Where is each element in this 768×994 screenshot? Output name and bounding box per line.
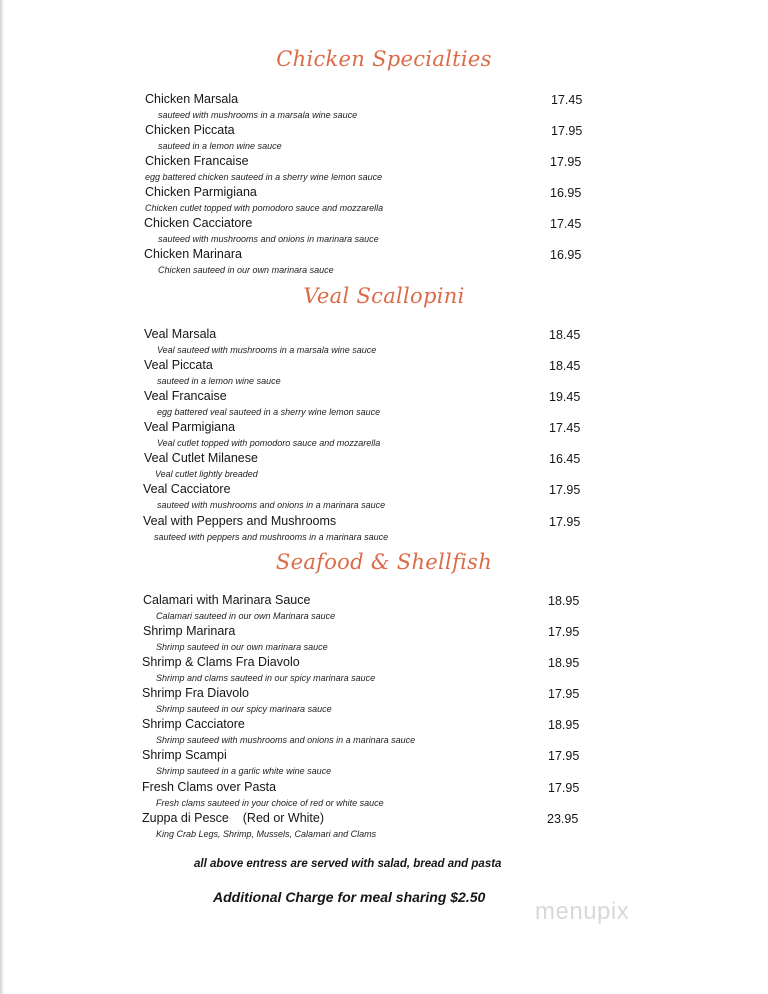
item-price: 16.45 <box>549 452 581 466</box>
item-price: 23.95 <box>547 812 579 826</box>
item-price: 17.95 <box>548 781 580 795</box>
item-price: 17.45 <box>551 93 583 107</box>
item-name: Chicken Cacciatore <box>144 216 253 230</box>
item-description: King Crab Legs, Shrimp, Mussels, Calamari and Clams <box>156 829 377 839</box>
item-name: Calamari with Marinara Sauce <box>143 593 311 607</box>
item-name: Shrimp Fra Diavolo <box>142 686 249 700</box>
item-name: Veal Parmigiana <box>144 420 236 434</box>
item-price: 17.45 <box>549 421 581 435</box>
item-price: 19.45 <box>549 390 581 404</box>
menu-item <box>0 655 768 687</box>
item-name: Veal Cacciatore <box>143 482 231 496</box>
meal-sharing-charge: Additional Charge for meal sharing $2.50 <box>213 889 486 905</box>
section-title-seafood: Seafood & Shellfish <box>275 550 493 574</box>
item-name: Shrimp Marinara <box>143 624 236 638</box>
item-name: Shrimp Scampi <box>142 748 227 762</box>
item-price: 16.95 <box>550 186 582 200</box>
item-description: sauteed with mushrooms in a marsala wine sauce <box>158 110 358 120</box>
menu-item <box>0 154 768 186</box>
menu-item <box>0 185 768 217</box>
item-description: sauteed in a lemon wine sauce <box>158 141 282 151</box>
item-price: 18.45 <box>549 359 581 373</box>
item-name: Shrimp & Clams Fra Diavolo <box>142 655 300 669</box>
item-price: 17.95 <box>548 625 580 639</box>
menu-item <box>0 92 768 124</box>
item-description: Chicken sauteed in our own marinara sauce <box>158 265 334 275</box>
menu-item <box>0 717 768 749</box>
item-description: Veal cutlet lightly breaded <box>155 469 258 479</box>
item-price: 17.95 <box>548 687 580 701</box>
item-name: Fresh Clams over Pasta <box>142 780 277 794</box>
item-description: Fresh clams sauteed in your choice of red or white sauce <box>156 798 384 808</box>
item-price: 16.95 <box>550 248 582 262</box>
item-description: egg battered chicken sauteed in a sherry wine lemon sauce <box>145 172 383 182</box>
item-description: Chicken cutlet topped with pomodoro sauce and mozzarella <box>145 203 384 213</box>
section-title-chicken: Chicken Specialties <box>276 47 492 71</box>
watermark-logo: menupix <box>535 898 630 925</box>
item-description: Veal sauteed with mushrooms in a marsala wine sauce <box>157 345 377 355</box>
item-price: 18.95 <box>548 594 580 608</box>
menu-item <box>0 216 768 248</box>
menu-item <box>0 358 768 390</box>
item-price: 17.95 <box>548 749 580 763</box>
item-description: Calamari sauteed in our own Marinara sauce <box>156 611 336 621</box>
menu-item <box>0 123 768 155</box>
menu-item <box>0 514 768 546</box>
menu-item <box>0 389 768 421</box>
item-description: egg battered veal sauteed in a sherry wine lemon sauce <box>157 407 381 417</box>
item-price: 17.95 <box>549 515 581 529</box>
item-description: Shrimp sauteed in our spicy marinara sauce <box>156 704 332 714</box>
item-description: Shrimp and clams sauteed in our spicy marinara sauce <box>156 673 376 683</box>
item-description: sauteed with mushrooms and onions in a marinara sauce <box>157 500 386 510</box>
menu-item <box>0 420 768 452</box>
item-description: Shrimp sauteed in our own marinara sauce <box>156 642 328 652</box>
menu-item <box>0 686 768 718</box>
item-description: sauteed in a lemon wine sauce <box>157 376 281 386</box>
menu-item <box>0 327 768 359</box>
menu-item <box>0 482 768 514</box>
item-price: 17.45 <box>550 217 582 231</box>
section-title-veal: Veal Scallopini <box>303 284 465 308</box>
item-name: Chicken Piccata <box>145 123 235 137</box>
item-description: sauteed with mushrooms and onions in marinara sauce <box>158 234 379 244</box>
item-price: 18.95 <box>548 656 580 670</box>
footer-note: all above entress are served with salad, bread and pasta <box>194 858 502 870</box>
item-description: Shrimp sauteed in a garlic white wine sauce <box>156 766 332 776</box>
item-name: Chicken Marsala <box>145 92 239 106</box>
item-name: Veal Piccata <box>144 358 213 372</box>
item-name: Chicken Marinara <box>144 247 242 261</box>
menu-item <box>0 247 768 279</box>
menu-item <box>0 811 768 843</box>
item-price: 18.95 <box>548 718 580 732</box>
item-price: 18.45 <box>549 328 581 342</box>
item-description: Shrimp sauteed with mushrooms and onions in a marinara sauce <box>156 735 416 745</box>
item-name: Veal with Peppers and Mushrooms <box>143 514 337 528</box>
item-name: Shrimp Cacciatore <box>142 717 245 731</box>
item-name: Chicken Francaise <box>145 154 249 168</box>
item-description: Veal cutlet topped with pomodoro sauce and mozzarella <box>157 438 381 448</box>
menu-item <box>0 593 768 625</box>
menu-item <box>0 624 768 656</box>
item-price: 17.95 <box>550 155 582 169</box>
menu-item <box>0 748 768 780</box>
item-name: Chicken Parmigiana <box>145 185 257 199</box>
item-name: Veal Francaise <box>144 389 227 403</box>
item-name: Zuppa di Pesce (Red or White) <box>142 811 325 825</box>
menu-item <box>0 451 768 483</box>
menu-item <box>0 780 768 812</box>
item-price: 17.95 <box>551 124 583 138</box>
item-name: Veal Marsala <box>144 327 217 341</box>
item-name: Veal Cutlet Milanese <box>144 451 258 465</box>
item-description: sauteed with peppers and mushrooms in a marinara sauce <box>154 532 389 542</box>
item-price: 17.95 <box>549 483 581 497</box>
